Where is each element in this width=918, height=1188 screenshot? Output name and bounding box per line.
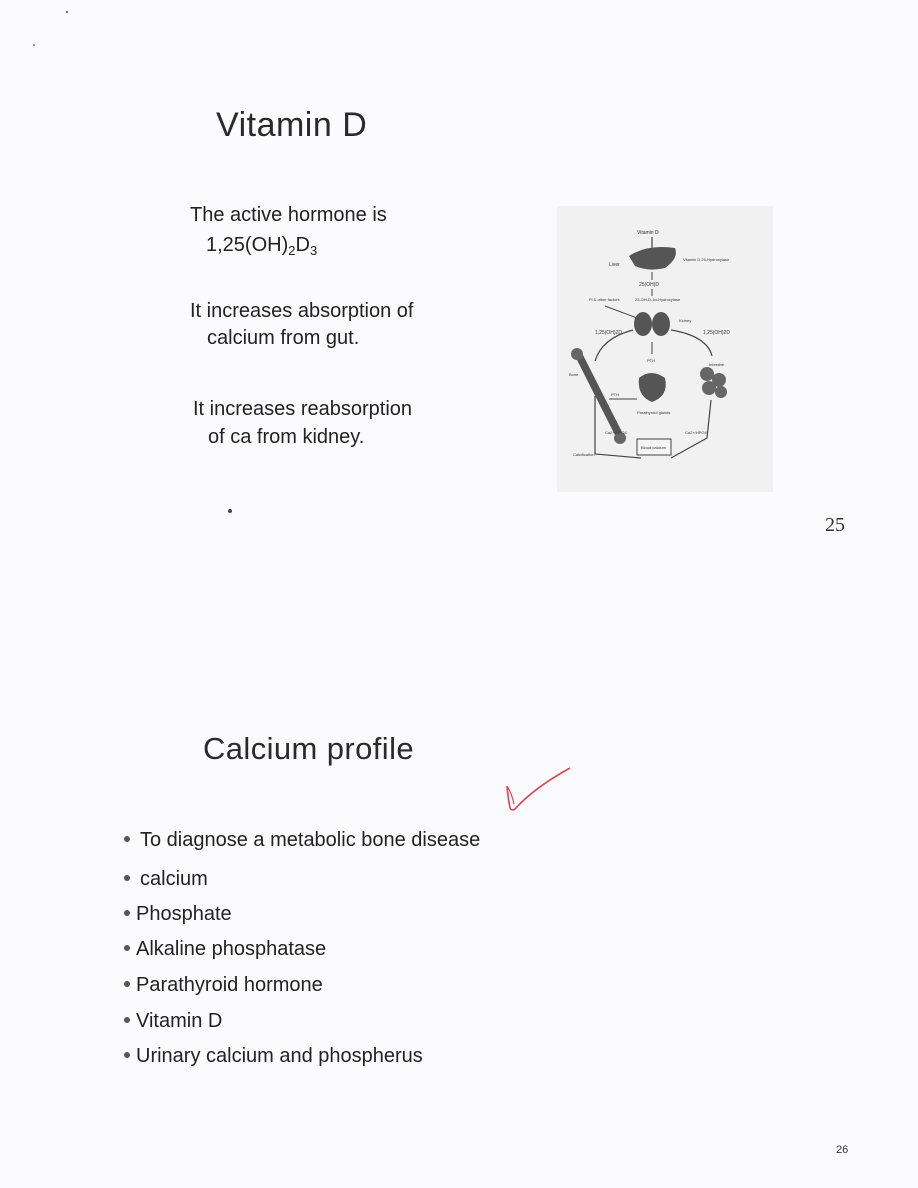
diagram-label: Intestine [709,362,725,367]
diagram-label: PTH [611,392,619,397]
bullet-icon [124,1017,130,1023]
page-number: 25 [825,514,845,536]
paragraph-reabsorption: It increases reabsorption [193,398,413,420]
formula-part: D [295,234,310,256]
formula-subscript: 2 [288,243,296,258]
bullet-icon [124,1052,130,1058]
diagram-label: Ca2+/HPO4 [685,430,707,435]
list-item-text: Vitamin D [136,1010,223,1032]
paragraph-absorption-cont: calcium from gut. [207,327,360,349]
list-item [124,1045,423,1068]
diagram-label: 1,25(OH)2D [595,330,622,336]
diagram-label: PTH [647,358,655,363]
list-item [124,974,323,997]
diagram-label: Vitamin D [637,230,659,236]
paragraph-absorption: It increases absorption of [190,300,414,322]
liver-icon [629,247,676,270]
diagram-label: Liver [609,262,620,268]
list-item [124,829,480,852]
formula-part: 1,25(OH) [206,234,289,256]
page-number: 26 [836,1144,849,1156]
list-item-text: Urinary calcium and phospherus [136,1045,423,1067]
check-stroke [507,768,570,810]
diagram-label: 25(OH)D [639,282,660,288]
stray-dot [228,509,232,513]
bullet-icon [124,981,130,987]
paragraph-reabsorption-cont: of ca from kidney. [208,426,365,448]
diagram-label: Vitamin D 25-Hydroxylase [683,257,730,262]
diagram-label: Parathyroid glands [637,410,671,415]
list-item [124,868,208,891]
bullet-icon [124,910,130,916]
formula [206,232,317,264]
bullet-icon [124,836,130,842]
bullet-icon [124,875,130,881]
paragraph-active-hormone: The active hormone is [190,204,387,226]
arrow [605,306,637,318]
diagram-label: Ca2+/HPO4 [605,430,627,435]
scan-speck [33,44,35,46]
vitamin-d-metabolism-diagram [557,206,773,492]
check-mark-icon [504,764,574,814]
diagram-label: Pi & other factors [589,297,620,302]
diagram-label: Bone [569,372,579,377]
kidney-icon [634,312,652,336]
list-item-text: Alkaline phosphatase [136,938,327,960]
list-item-text: calcium [140,868,208,890]
list-item [124,938,326,961]
diagram-label: Blood calcium [641,445,666,450]
slide-title: Calcium profile [203,731,415,766]
diagram-label: 1,25(OH)2D [703,330,730,336]
formula-subscript: 3 [309,243,318,258]
diagram-label: Kidney [679,318,692,323]
diagram-label: Calcification [573,452,595,457]
kidney-icon [652,312,670,336]
intestine-icon [715,386,727,398]
intestine-icon [702,381,716,395]
parathyroid-icon [639,373,666,402]
list-item-text: To diagnose a metabolic bone disease [140,829,481,851]
intestine-icon [700,367,714,381]
scan-speck [66,11,68,13]
slide-title: Vitamin D [216,106,368,144]
diagram-label: 25-OH-D-1α-Hydroxylase [635,297,681,302]
bone-end [571,348,583,360]
arrow [671,400,711,458]
list-item-text: Parathyroid hormone [136,974,323,996]
list-item [124,1010,222,1033]
bullet-icon [124,945,130,951]
list-item-text: Phosphate [136,903,232,925]
list-item [124,903,232,926]
